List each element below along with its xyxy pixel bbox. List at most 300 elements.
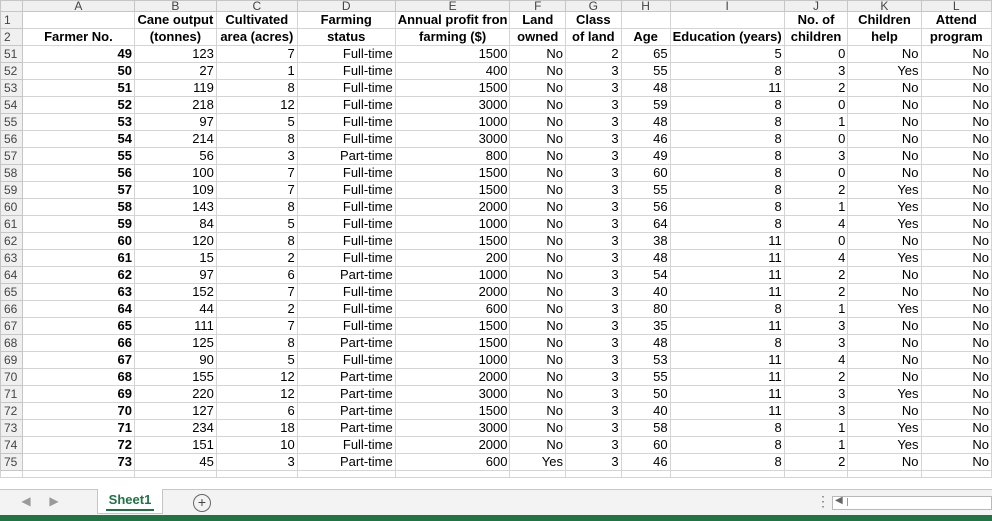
grid-cell[interactable]: 7 [216, 284, 297, 301]
grid-cell[interactable]: No [921, 454, 991, 471]
grid-cell[interactable]: 5 [216, 352, 297, 369]
grid-cell[interactable]: 50 [621, 386, 670, 403]
grid-cell[interactable]: 73 [22, 454, 134, 471]
grid-cell[interactable]: 1 [784, 301, 848, 318]
grid-cell[interactable]: No [848, 267, 921, 284]
grid-cell[interactable]: Full-time [297, 437, 395, 454]
grid-cell[interactable]: 6 [216, 267, 297, 284]
row-header[interactable]: 63 [1, 250, 23, 267]
grid-cell[interactable]: 5 [216, 216, 297, 233]
grid-cell[interactable]: 1000 [395, 216, 510, 233]
grid-cell[interactable]: 8 [216, 131, 297, 148]
row-header[interactable]: 72 [1, 403, 23, 420]
grid-cell[interactable]: 5 [670, 46, 784, 63]
grid-cell[interactable]: 3 [566, 114, 622, 131]
grid-cell[interactable]: 2 [784, 369, 848, 386]
grid-cell[interactable]: 3 [566, 352, 622, 369]
column-header[interactable]: K [848, 1, 921, 12]
grid-cell[interactable]: 1 [784, 114, 848, 131]
grid-cell[interactable]: No [848, 369, 921, 386]
grid-cell[interactable]: 8 [670, 454, 784, 471]
grid-cell[interactable]: 3 [784, 318, 848, 335]
column-header[interactable]: I [670, 1, 784, 12]
grid-cell[interactable]: 11 [670, 403, 784, 420]
row-header[interactable]: 60 [1, 199, 23, 216]
grid-cell[interactable]: 48 [621, 335, 670, 352]
grid-cell[interactable]: Yes [848, 199, 921, 216]
chevron-left-icon[interactable]: ◀ [21, 494, 31, 508]
grid-cell[interactable]: 11 [670, 267, 784, 284]
header-cell[interactable]: area (acres) [216, 29, 297, 46]
grid-cell[interactable]: Full-time [297, 131, 395, 148]
grid-cell[interactable] [216, 471, 297, 478]
grid-cell[interactable]: 8 [216, 335, 297, 352]
grid-cell[interactable]: 51 [22, 80, 134, 97]
grid-cell[interactable]: Part-time [297, 267, 395, 284]
grid-cell[interactable]: 0 [784, 233, 848, 250]
horizontal-scrollbar[interactable] [832, 496, 992, 510]
grid-cell[interactable]: 3 [784, 148, 848, 165]
row-header[interactable]: 74 [1, 437, 23, 454]
grid-cell[interactable]: 3 [566, 165, 622, 182]
grid-cell[interactable]: Yes [848, 301, 921, 318]
grid-cell[interactable]: 2 [566, 46, 622, 63]
grid-cell[interactable]: 234 [134, 420, 216, 437]
grid-cell[interactable]: 8 [670, 165, 784, 182]
grid-cell[interactable]: 18 [216, 420, 297, 437]
header-cell[interactable]: Class [566, 12, 622, 29]
grid-cell[interactable]: Full-time [297, 301, 395, 318]
grid-cell[interactable]: 55 [621, 63, 670, 80]
grid-cell[interactable]: 45 [134, 454, 216, 471]
grid-cell[interactable]: 7 [216, 165, 297, 182]
grid-cell[interactable]: 123 [134, 46, 216, 63]
grid-cell[interactable]: No [510, 165, 566, 182]
grid-cell[interactable] [848, 471, 921, 478]
grid-cell[interactable]: 3 [566, 318, 622, 335]
grid-cell[interactable]: 1500 [395, 318, 510, 335]
grid-cell[interactable]: 60 [621, 437, 670, 454]
grid-cell[interactable]: No [848, 335, 921, 352]
column-header[interactable]: L [921, 1, 991, 12]
grid-cell[interactable]: No [848, 352, 921, 369]
grid-cell[interactable]: 3000 [395, 420, 510, 437]
grid-cell[interactable]: 61 [22, 250, 134, 267]
grid-cell[interactable]: No [510, 233, 566, 250]
grid-cell[interactable]: 68 [22, 369, 134, 386]
grid-cell[interactable]: 40 [621, 284, 670, 301]
column-header[interactable]: G [566, 1, 622, 12]
grid-cell[interactable]: Full-time [297, 352, 395, 369]
grid-cell[interactable]: 119 [134, 80, 216, 97]
grid-cell[interactable]: No [848, 46, 921, 63]
grid-cell[interactable]: No [848, 131, 921, 148]
column-header[interactable]: D [297, 1, 395, 12]
grid-cell[interactable]: 11 [670, 352, 784, 369]
grid-cell[interactable]: 84 [134, 216, 216, 233]
grid-cell[interactable]: 50 [22, 63, 134, 80]
grid-cell[interactable]: Full-time [297, 46, 395, 63]
grid-cell[interactable]: 6 [216, 403, 297, 420]
grid-cell[interactable]: No [510, 97, 566, 114]
grid-cell[interactable]: Full-time [297, 250, 395, 267]
grid-cell[interactable]: 2000 [395, 369, 510, 386]
grid-cell[interactable]: Part-time [297, 403, 395, 420]
grid-cell[interactable] [22, 471, 134, 478]
grid-cell[interactable]: 97 [134, 267, 216, 284]
grid-cell[interactable]: 3 [216, 148, 297, 165]
grid-cell[interactable]: 64 [621, 216, 670, 233]
grid-cell[interactable]: 3 [566, 250, 622, 267]
grid-cell[interactable]: 8 [216, 80, 297, 97]
grid-cell[interactable]: 120 [134, 233, 216, 250]
grid-cell[interactable] [921, 471, 991, 478]
grid-cell[interactable]: 63 [22, 284, 134, 301]
header-cell[interactable]: farming ($) [395, 29, 510, 46]
grid-cell[interactable]: Full-time [297, 114, 395, 131]
grid-cell[interactable]: 11 [670, 369, 784, 386]
header-cell[interactable]: Land [510, 12, 566, 29]
grid-cell[interactable]: 1500 [395, 165, 510, 182]
grid-cell[interactable]: 1 [784, 199, 848, 216]
grid-cell[interactable]: 8 [670, 182, 784, 199]
column-header[interactable]: C [216, 1, 297, 12]
grid-cell[interactable]: No [510, 46, 566, 63]
grid-cell[interactable]: 109 [134, 182, 216, 199]
row-header[interactable]: 59 [1, 182, 23, 199]
grid-cell[interactable]: 11 [670, 284, 784, 301]
header-cell[interactable]: Farmer No. [22, 29, 134, 46]
grid-cell[interactable]: 64 [22, 301, 134, 318]
grid-cell[interactable]: No [921, 63, 991, 80]
grid-cell[interactable]: 8 [670, 199, 784, 216]
grid-cell[interactable]: No [510, 318, 566, 335]
grid-cell[interactable]: 3 [566, 148, 622, 165]
grid-cell[interactable]: 11 [670, 318, 784, 335]
grid-cell[interactable]: No [510, 301, 566, 318]
grid-cell[interactable]: No [921, 437, 991, 454]
grid-cell[interactable]: 60 [621, 165, 670, 182]
grid-cell[interactable]: 66 [22, 335, 134, 352]
grid-cell[interactable]: Yes [848, 216, 921, 233]
grid-cell[interactable]: No [848, 284, 921, 301]
row-header[interactable]: 58 [1, 165, 23, 182]
grid-cell[interactable]: Yes [848, 386, 921, 403]
grid-cell[interactable]: No [921, 114, 991, 131]
grid-cell[interactable]: 3 [566, 284, 622, 301]
row-header[interactable]: 68 [1, 335, 23, 352]
grid-cell[interactable]: 3 [566, 403, 622, 420]
grid-cell[interactable]: 1 [784, 437, 848, 454]
grid-cell[interactable]: Part-time [297, 454, 395, 471]
grid-cell[interactable]: 400 [395, 63, 510, 80]
grid-cell[interactable]: 2000 [395, 199, 510, 216]
grid-cell[interactable]: 8 [670, 63, 784, 80]
grid-cell[interactable]: 3 [566, 182, 622, 199]
row-header[interactable]: 52 [1, 63, 23, 80]
grid-cell[interactable]: 0 [784, 165, 848, 182]
grid-cell[interactable]: Full-time [297, 80, 395, 97]
grid-cell[interactable]: Full-time [297, 165, 395, 182]
grid-cell[interactable]: 46 [621, 131, 670, 148]
grid-cell[interactable]: 3 [566, 335, 622, 352]
scroll-left-icon[interactable]: ◀ [835, 495, 843, 506]
grid-cell[interactable]: 1000 [395, 114, 510, 131]
grid-cell[interactable] [566, 471, 622, 478]
grid-cell[interactable]: 3000 [395, 131, 510, 148]
grid-cell[interactable]: 11 [670, 233, 784, 250]
grid-cell[interactable]: 3 [566, 63, 622, 80]
grid-cell[interactable]: 69 [22, 386, 134, 403]
grid-cell[interactable]: 7 [216, 46, 297, 63]
grid-cell[interactable]: 3 [566, 420, 622, 437]
header-cell[interactable]: Annual profit fron [395, 12, 510, 29]
grid-cell[interactable]: 12 [216, 97, 297, 114]
grid-cell[interactable]: No [510, 148, 566, 165]
grid-cell[interactable]: 48 [621, 250, 670, 267]
grid-cell[interactable]: 2 [784, 454, 848, 471]
grid-cell[interactable]: 5 [216, 114, 297, 131]
grid-cell[interactable]: No [848, 318, 921, 335]
header-cell[interactable] [621, 12, 670, 29]
grid-cell[interactable]: 3 [784, 335, 848, 352]
grid-cell[interactable]: 2 [216, 250, 297, 267]
row-header[interactable]: 62 [1, 233, 23, 250]
grid-cell[interactable]: No [921, 97, 991, 114]
grid-cell[interactable]: No [921, 318, 991, 335]
grid-cell[interactable] [784, 471, 848, 478]
grid-cell[interactable]: No [510, 335, 566, 352]
grid-cell[interactable]: 1500 [395, 233, 510, 250]
grid-cell[interactable]: No [921, 46, 991, 63]
grid-cell[interactable]: 97 [134, 114, 216, 131]
grid-cell[interactable]: 8 [670, 97, 784, 114]
grid-cell[interactable]: 15 [134, 250, 216, 267]
grid-cell[interactable]: 8 [670, 131, 784, 148]
row-header[interactable]: 54 [1, 97, 23, 114]
grid-cell[interactable]: 1000 [395, 352, 510, 369]
column-header[interactable]: H [621, 1, 670, 12]
row-header[interactable]: 2 [1, 29, 23, 46]
grid-cell[interactable]: 71 [22, 420, 134, 437]
grid-cell[interactable]: 3 [784, 386, 848, 403]
grid-cell[interactable]: No [921, 148, 991, 165]
grid-cell[interactable]: 3 [784, 63, 848, 80]
row-header[interactable]: 61 [1, 216, 23, 233]
grid-cell[interactable]: 11 [670, 386, 784, 403]
scrollbar-thumb[interactable] [847, 498, 858, 506]
column-header[interactable]: A [22, 1, 134, 12]
row-header[interactable]: 64 [1, 267, 23, 284]
grid-cell[interactable]: 7 [216, 182, 297, 199]
header-cell[interactable]: Cultivated [216, 12, 297, 29]
grid-cell[interactable]: 0 [784, 46, 848, 63]
grid-cell[interactable]: No [848, 165, 921, 182]
grid-cell[interactable]: No [848, 114, 921, 131]
grid-cell[interactable]: No [510, 131, 566, 148]
grid-cell[interactable]: 100 [134, 165, 216, 182]
grid-cell[interactable]: 8 [670, 301, 784, 318]
header-cell[interactable]: owned [510, 29, 566, 46]
row-header[interactable]: 66 [1, 301, 23, 318]
grid-cell[interactable]: 38 [621, 233, 670, 250]
plus-circle-icon[interactable]: + [193, 494, 211, 512]
row-header[interactable]: 56 [1, 131, 23, 148]
grid-cell[interactable]: 2 [216, 301, 297, 318]
grid-cell[interactable]: 40 [621, 403, 670, 420]
grid-cell[interactable]: No [510, 80, 566, 97]
grid-cell[interactable]: No [510, 182, 566, 199]
grid-cell[interactable]: No [921, 352, 991, 369]
grid-cell[interactable]: 54 [22, 131, 134, 148]
grid-cell[interactable]: 151 [134, 437, 216, 454]
grid-cell[interactable] [395, 471, 510, 478]
grid-cell[interactable]: 127 [134, 403, 216, 420]
grid-cell[interactable]: 8 [216, 233, 297, 250]
grid-cell[interactable]: 800 [395, 148, 510, 165]
grid-cell[interactable]: No [510, 420, 566, 437]
grid-cell[interactable]: 53 [621, 352, 670, 369]
grid-cell[interactable]: 72 [22, 437, 134, 454]
grid-cell[interactable]: 155 [134, 369, 216, 386]
grid-cell[interactable]: 1500 [395, 182, 510, 199]
grid-cell[interactable]: No [848, 233, 921, 250]
header-cell[interactable]: Children [848, 12, 921, 29]
grid-cell[interactable]: 55 [621, 369, 670, 386]
grid-cell[interactable]: 56 [134, 148, 216, 165]
grid-cell[interactable]: No [921, 267, 991, 284]
grid-cell[interactable]: 65 [22, 318, 134, 335]
grid-cell[interactable]: No [510, 386, 566, 403]
column-header[interactable]: B [134, 1, 216, 12]
grid-cell[interactable]: Part-time [297, 148, 395, 165]
grid-cell[interactable]: No [848, 80, 921, 97]
grid-cell[interactable]: 65 [621, 46, 670, 63]
grid-cell[interactable]: Part-time [297, 369, 395, 386]
grid-cell[interactable]: 3 [566, 216, 622, 233]
header-cell[interactable]: No. of [784, 12, 848, 29]
grid-cell[interactable]: Full-time [297, 216, 395, 233]
grid-cell[interactable]: 0 [784, 97, 848, 114]
grid-cell[interactable]: No [510, 352, 566, 369]
grid-cell[interactable]: 4 [784, 216, 848, 233]
column-header[interactable]: J [784, 1, 848, 12]
grid-cell[interactable]: Yes [848, 437, 921, 454]
grid-cell[interactable]: No [848, 97, 921, 114]
grid-cell[interactable]: No [921, 301, 991, 318]
grid-cell[interactable]: 59 [621, 97, 670, 114]
grid-cell[interactable] [134, 471, 216, 478]
grid-cell[interactable]: 44 [134, 301, 216, 318]
grid-cell[interactable]: No [510, 250, 566, 267]
grid-cell[interactable]: Yes [848, 250, 921, 267]
grid-cell[interactable]: 3 [566, 97, 622, 114]
row-header[interactable]: 71 [1, 386, 23, 403]
header-cell[interactable]: program [921, 29, 991, 46]
grid-cell[interactable]: 111 [134, 318, 216, 335]
grid-cell[interactable]: No [510, 114, 566, 131]
grid-cell[interactable]: 2 [784, 182, 848, 199]
grid-cell[interactable]: No [510, 199, 566, 216]
grid-cell[interactable]: Full-time [297, 318, 395, 335]
header-cell[interactable]: of land [566, 29, 622, 46]
header-cell[interactable]: status [297, 29, 395, 46]
grid-cell[interactable]: 1 [216, 63, 297, 80]
grid-cell[interactable]: 600 [395, 301, 510, 318]
grid-cell[interactable]: 220 [134, 386, 216, 403]
column-header[interactable]: F [510, 1, 566, 12]
grid-cell[interactable]: 1 [784, 420, 848, 437]
grid-cell[interactable]: 27 [134, 63, 216, 80]
grid-cell[interactable]: 3 [566, 199, 622, 216]
grid-cell[interactable]: 1500 [395, 403, 510, 420]
grid-cell[interactable]: 1500 [395, 335, 510, 352]
grid-cell[interactable]: Yes [848, 63, 921, 80]
grid-cell[interactable]: No [510, 403, 566, 420]
grid-cell[interactable]: 49 [22, 46, 134, 63]
row-header[interactable]: 51 [1, 46, 23, 63]
grid-cell[interactable]: No [510, 284, 566, 301]
grid-cell[interactable]: 60 [22, 233, 134, 250]
header-cell[interactable]: Cane output [134, 12, 216, 29]
grid-cell[interactable]: 55 [621, 182, 670, 199]
grid-cell[interactable] [1, 471, 23, 478]
grid-cell[interactable]: 3000 [395, 386, 510, 403]
grid-cell[interactable]: 12 [216, 386, 297, 403]
grid-cell[interactable]: No [510, 267, 566, 284]
grid-cell[interactable]: 3 [566, 386, 622, 403]
grid-cell[interactable]: 48 [621, 114, 670, 131]
grid-cell[interactable]: No [921, 182, 991, 199]
grid-cell[interactable]: No [510, 63, 566, 80]
grid-cell[interactable]: No [510, 437, 566, 454]
grid-cell[interactable]: 200 [395, 250, 510, 267]
header-cell[interactable]: Attend [921, 12, 991, 29]
grid-cell[interactable]: Yes [848, 182, 921, 199]
header-cell[interactable] [670, 12, 784, 29]
header-cell[interactable]: Age [621, 29, 670, 46]
grid-cell[interactable]: 56 [22, 165, 134, 182]
row-header[interactable]: 65 [1, 284, 23, 301]
grid-cell[interactable]: 70 [22, 403, 134, 420]
row-header[interactable]: 69 [1, 352, 23, 369]
grid-cell[interactable]: No [921, 335, 991, 352]
grid-cell[interactable]: 67 [22, 352, 134, 369]
grid-cell[interactable]: No [921, 284, 991, 301]
header-cell[interactable]: help [848, 29, 921, 46]
grid-cell[interactable]: Full-time [297, 199, 395, 216]
grid-cell[interactable]: 59 [22, 216, 134, 233]
grid-cell[interactable]: No [848, 403, 921, 420]
grid-cell[interactable]: 2 [784, 267, 848, 284]
grid-cell[interactable]: Part-time [297, 386, 395, 403]
row-header[interactable]: 57 [1, 148, 23, 165]
grid-cell[interactable]: 80 [621, 301, 670, 318]
grid-cell[interactable]: No [921, 369, 991, 386]
header-cell[interactable]: Education (years) [670, 29, 784, 46]
grid-cell[interactable]: 0 [784, 131, 848, 148]
grid-cell[interactable]: No [848, 148, 921, 165]
grid-cell[interactable]: No [921, 403, 991, 420]
more-options-icon[interactable]: ⋮ [816, 493, 830, 509]
grid-cell[interactable]: 143 [134, 199, 216, 216]
grid-cell[interactable]: No [921, 233, 991, 250]
grid-cell[interactable]: 4 [784, 250, 848, 267]
grid-cell[interactable]: 214 [134, 131, 216, 148]
grid-cell[interactable]: 3000 [395, 97, 510, 114]
grid-cell[interactable]: No [848, 454, 921, 471]
sheet-tab-sheet1[interactable]: Sheet1 [97, 489, 163, 514]
